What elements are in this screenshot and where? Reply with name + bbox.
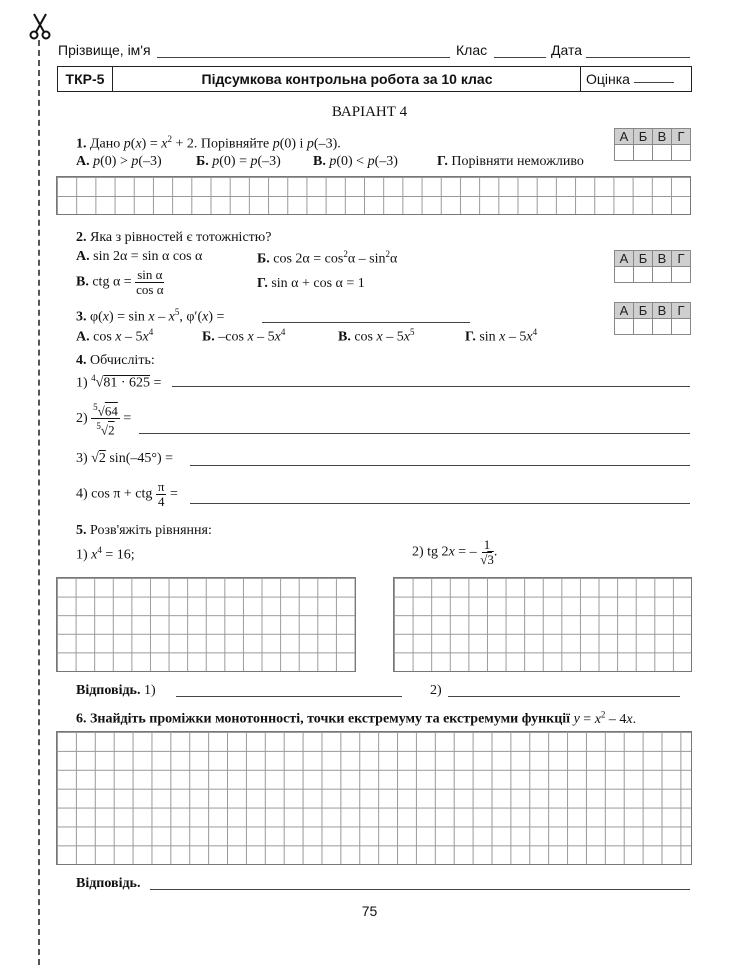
q3-answer-table[interactable]: А Б В Г	[614, 302, 691, 335]
q3-option-c[interactable]: В. cos x – $5x^5$	[338, 327, 415, 345]
test-title: Підсумкова контрольна робота за 10 клас	[201, 71, 493, 87]
q3-text: 3. $\varphi(x) = \sin x - x^5$, φ′(x) =	[76, 307, 225, 325]
q2-option-d[interactable]: Г. sin α + cos α = 1	[257, 276, 365, 291]
title-box	[57, 66, 692, 92]
scissors-icon	[28, 12, 52, 40]
test-code: ТКР-5	[58, 67, 113, 91]
q1-option-a[interactable]: А. p(0) > p(–3)	[76, 154, 162, 169]
name-label: Прізвище, ім'я	[58, 42, 151, 58]
variant-title: ВАРІАНТ 4	[331, 104, 408, 120]
q5-text: 5. Розв'яжіть рівняння:	[76, 523, 212, 538]
class-field[interactable]	[494, 57, 546, 58]
q5-answer-2-label: 2)	[430, 683, 442, 698]
q5-item-2: 2) tg 2x = – $\frac{1}{√3}$ .	[412, 537, 498, 567]
q5-answer-line-2[interactable]	[448, 696, 680, 697]
grade-field[interactable]	[634, 82, 674, 83]
q2-option-c[interactable]: В. ctg α = $\frac{\text{sin α}}{\text{cos α}}$	[76, 267, 164, 297]
q4-answer-line-4[interactable]	[190, 503, 690, 504]
q5-answer-line-1[interactable]	[176, 696, 402, 697]
q6-text: 6. Знайдіть проміжки монотонності, точки екстремуму та екстремуми функції $y = x^2 - 4x$.	[76, 709, 637, 727]
date-label: Дата	[551, 42, 583, 58]
q4-text: 4. Обчисліть:	[76, 353, 155, 368]
page-number: 75	[361, 903, 378, 919]
q4-item-3: 3) √2 sin(–45°) =	[76, 451, 174, 466]
q1-option-c[interactable]: В. p(0) < p(–3)	[313, 154, 398, 169]
q1-answer-table[interactable]: А Б В Г	[614, 128, 691, 161]
q1-option-d[interactable]: Г. Порівняти неможливо	[437, 154, 584, 169]
grade-label: Оцінка	[586, 71, 630, 87]
q4-item-4: 4) cos π + ctg $\frac{\pi}{4}$ =	[76, 479, 178, 509]
q3-answer-line[interactable]	[262, 322, 470, 323]
q5-answer-label: Відповідь. 1)	[76, 683, 156, 698]
q1-work-grid[interactable]	[56, 176, 691, 215]
q3-option-b[interactable]: Б. –cos x – $5x^4$	[202, 327, 286, 345]
q2-option-a[interactable]: А. sin 2α = sin α cos α	[76, 249, 203, 264]
q5-work-grid-1[interactable]	[56, 577, 356, 672]
q2-option-b[interactable]: Б. $\cos 2\alpha = \cos^2\alpha - \sin^2\alpha$	[257, 249, 398, 267]
q1-text: 1. Дано $p(x) = x^2 + 2$. Порівняйте p(0) і p(–3).	[76, 134, 341, 152]
q1-option-b[interactable]: Б. p(0) = p(–3)	[196, 154, 281, 169]
q3-option-a[interactable]: А. cos x – $5x^4$	[76, 327, 154, 345]
q4-answer-line-1[interactable]	[172, 386, 690, 387]
q4-answer-line-2[interactable]	[139, 433, 690, 434]
q5-work-grid-2[interactable]	[393, 577, 692, 672]
name-field[interactable]	[157, 57, 450, 58]
q6-answer-label: Відповідь.	[76, 876, 141, 891]
date-field[interactable]	[586, 57, 690, 58]
q6-answer-line[interactable]	[150, 889, 690, 890]
q2-text: 2. Яка з рівностей є тотожністю?	[76, 230, 272, 245]
class-label: Клас	[456, 42, 488, 58]
cut-line	[38, 40, 40, 965]
q6-work-grid[interactable]	[56, 731, 692, 865]
q5-item-1: 1) $x^4 = 16$;	[76, 545, 135, 563]
q4-item-1: 1) $^4$√81 · 625 =	[76, 373, 162, 391]
q4-item-2: 2) $\frac{^5√64}{^5√2}$ =	[76, 402, 132, 438]
q4-answer-line-3[interactable]	[190, 465, 690, 466]
q3-option-d[interactable]: Г. sin x – $5x^4$	[465, 327, 538, 345]
q2-answer-table[interactable]: А Б В Г	[614, 250, 691, 283]
